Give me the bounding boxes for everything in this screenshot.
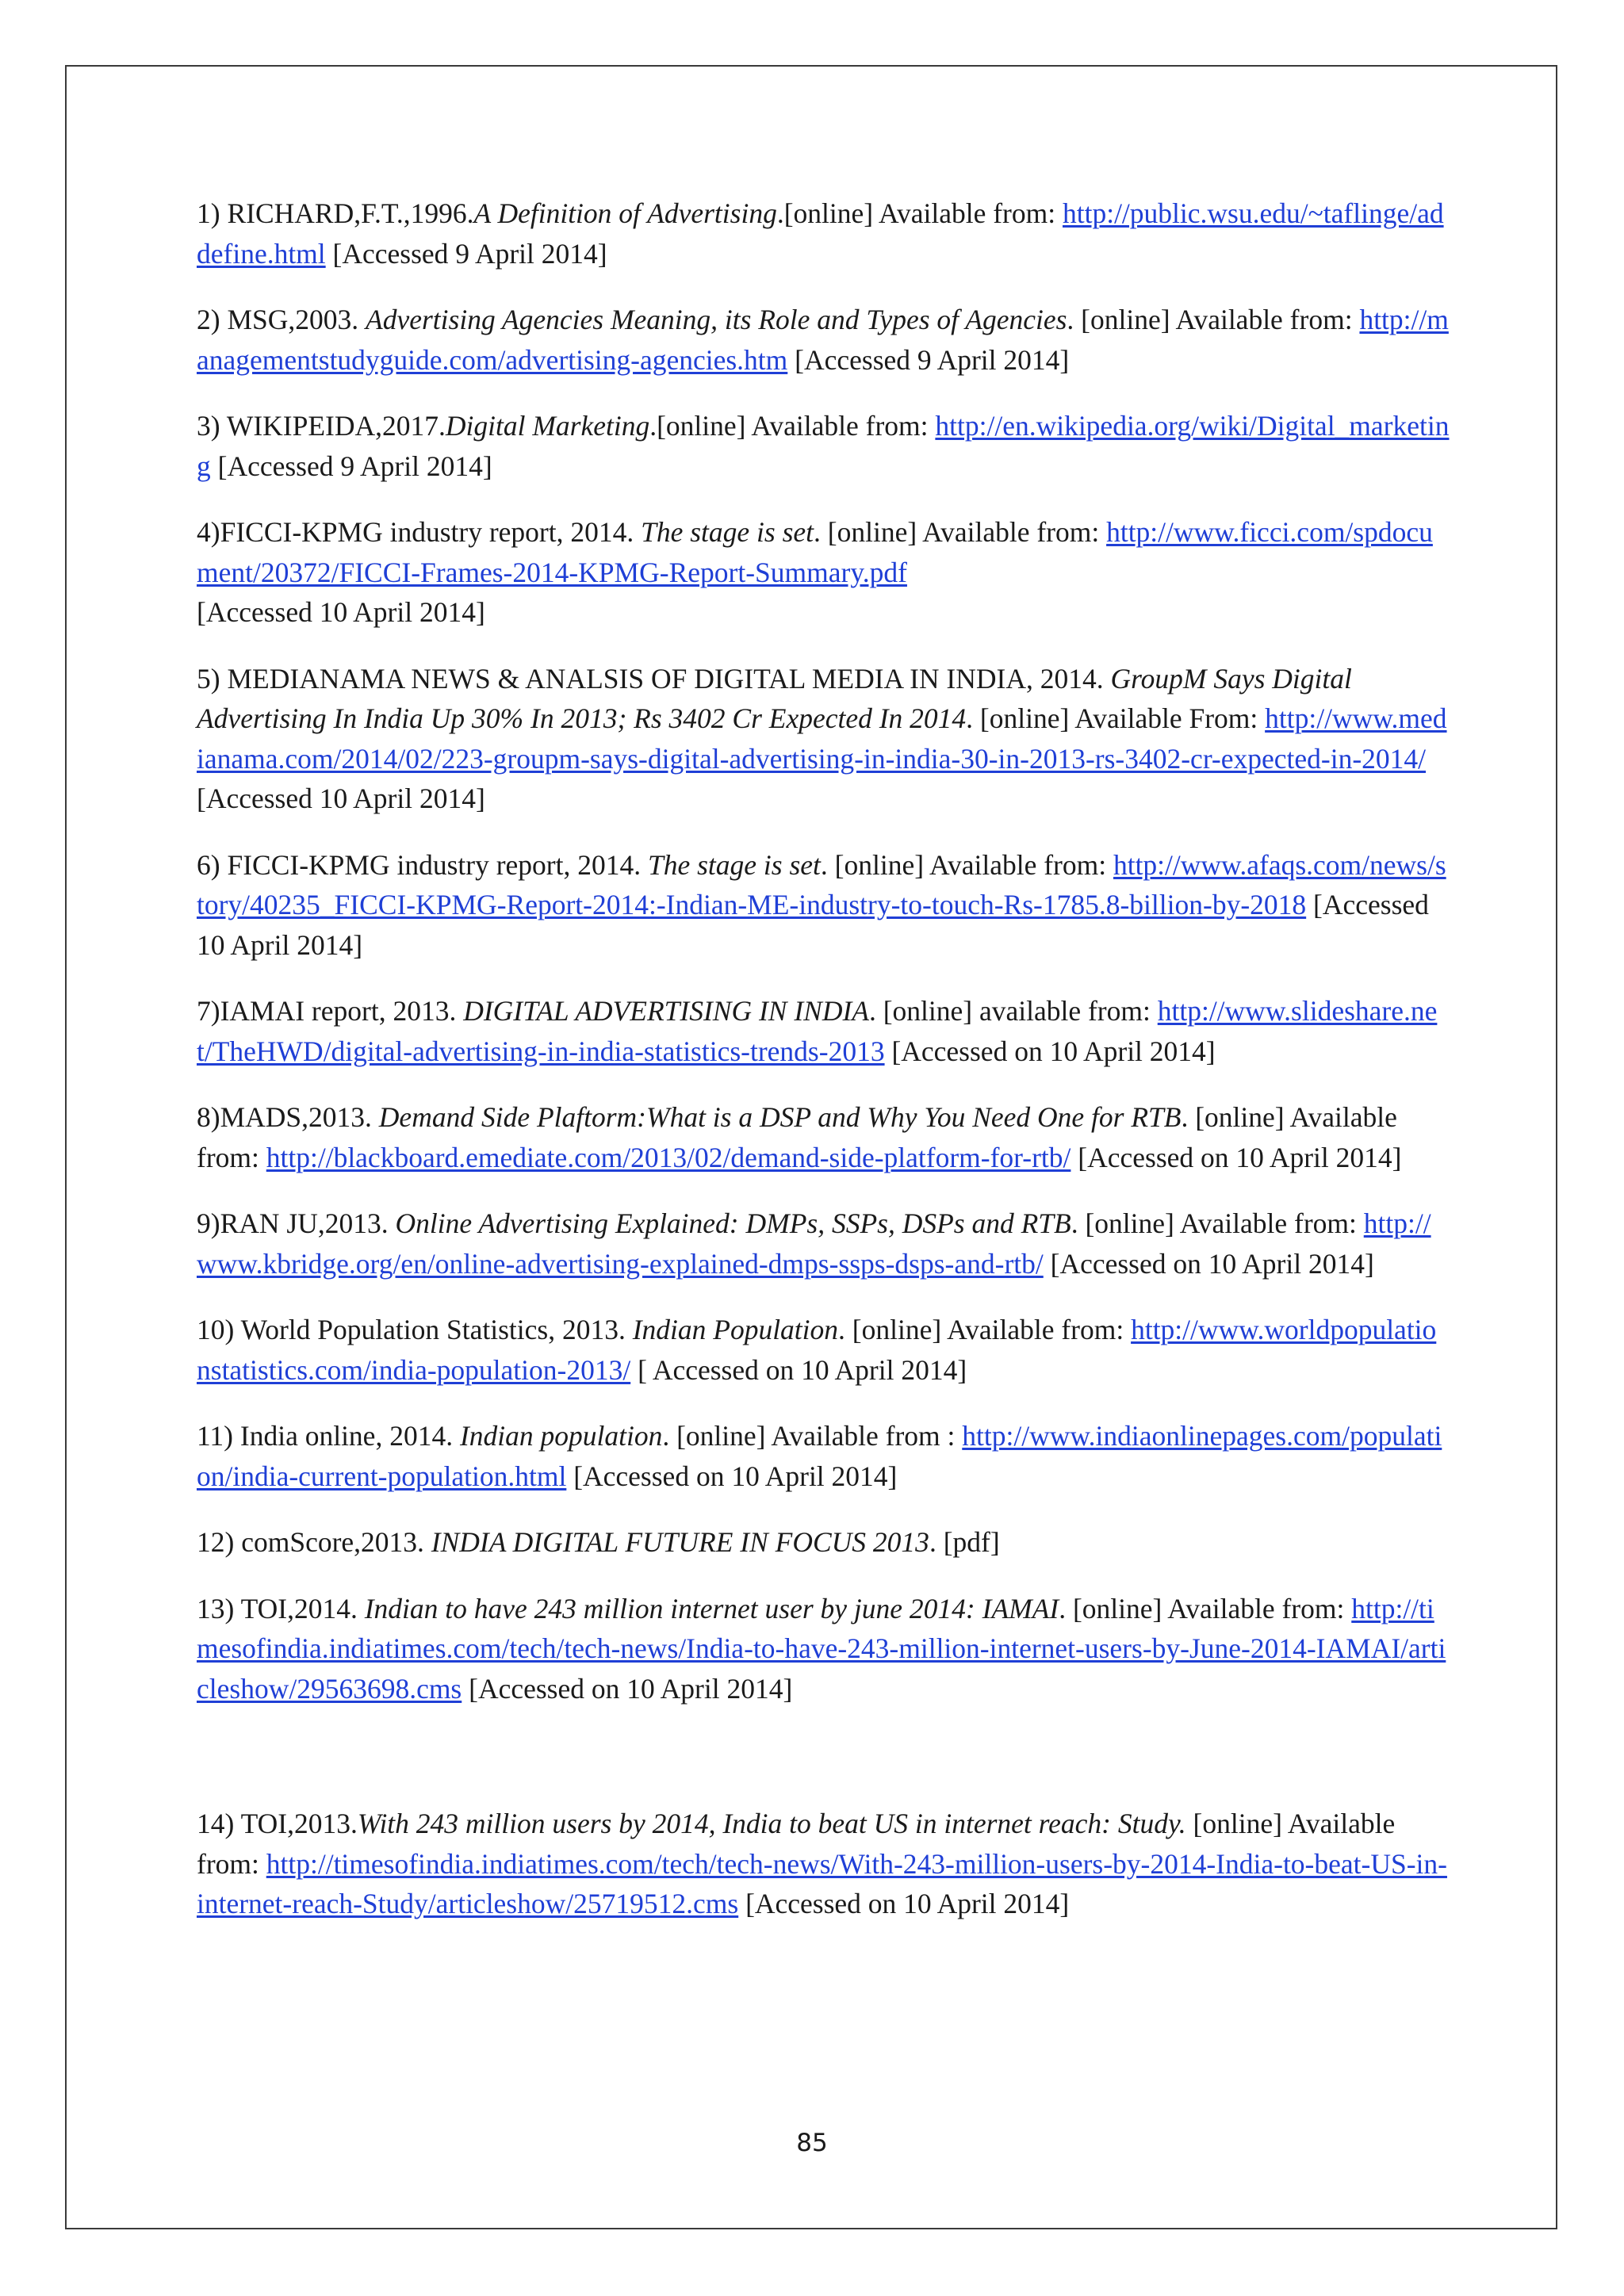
reference-accessed: [Accessed 10 April 2014] <box>197 596 485 628</box>
reference-source: .[online] Available from: <box>776 197 1063 229</box>
reference-link[interactable]: http://www.kbridge.org/en/online-advertising-explained-dmps-ssps-dsps-and-rtb/ <box>197 1207 1431 1280</box>
reference-source: . [online] available from: <box>868 995 1158 1027</box>
reference-item <box>197 406 1450 486</box>
reference-link[interactable]: http://managementstudyguide.com/advertising-agencies.htm <box>197 304 1449 376</box>
reference-title: DIGITAL ADVERTISING IN INDIA <box>463 995 869 1027</box>
reference-author: WIKIPEIDA,2017. <box>226 410 446 442</box>
reference-number: 10) <box>197 1314 241 1345</box>
reference-number: 9) <box>197 1207 220 1239</box>
reference-author: India online, 2014. <box>239 1420 460 1452</box>
reference-accessed: [Accessed on 10 April 2014] <box>738 1888 1070 1919</box>
reference-author: World Population Statistics, 2013. <box>240 1314 633 1345</box>
reference-title: With 243 million users by 2014, India to beat US in internet reach: Study. <box>357 1808 1186 1839</box>
reference-accessed: [Accessed 10 April 2014] <box>197 889 1429 961</box>
reference-source: [online] Available from: <box>197 1808 1396 1880</box>
reference-accessed: [Accessed 9 April 2014] <box>325 237 607 270</box>
reference-title: Advertising Agencies Meaning, its Role and Types of Agencies <box>366 304 1067 335</box>
reference-number: 14) <box>197 1808 241 1839</box>
reference-source: . [online] Available from: <box>197 1101 1397 1173</box>
reference-number: 11) <box>197 1420 240 1452</box>
reference-link[interactable]: http://www.worldpopulationstatistics.com/india-population-2013/ <box>197 1314 1437 1386</box>
reference-source: . [online] Available from : <box>662 1420 963 1452</box>
reference-author: MEDIANAMA NEWS & ANALSIS OF DIGITAL MEDIA IN INDIA, 2014. <box>227 662 1111 695</box>
reference-accessed: [Accessed on 10 April 2014] <box>1071 1141 1402 1173</box>
reference-item <box>197 512 1450 633</box>
reference-accessed: [Accessed on 10 April 2014] <box>566 1460 898 1492</box>
reference-accessed: [ Accessed on 10 April 2014] <box>630 1353 967 1386</box>
reference-accessed: [Accessed 10 April 2014] <box>197 783 485 814</box>
reference-title: The stage is set <box>647 848 821 881</box>
reference-author: MSG,2003. <box>227 304 366 335</box>
reference-source: . [online] Available from: <box>838 1314 1132 1345</box>
reference-author: RICHARD,F.T.,1996. <box>227 197 474 229</box>
reference-number: 7) <box>197 995 220 1027</box>
reference-accessed: [Accessed 9 April 2014] <box>210 450 492 482</box>
reference-number: 4) <box>197 516 220 548</box>
reference-item <box>197 1416 1450 1496</box>
reference-author: IAMAI report, 2013. <box>220 995 464 1027</box>
reference-number: 12) <box>197 1526 242 1558</box>
reference-title: GroupM Says Digital Advertising In India Up 30% In 2013; Rs 3402 Cr Expected In 2014 <box>197 662 1352 734</box>
reference-author: TOI,2013. <box>240 1808 358 1839</box>
reference-link[interactable]: http://www.medianama.com/2014/02/223-groupm-says-digital-advertising-in-india-30-in-2013-rs-3402-cr-expected-in-2014/ <box>197 702 1447 775</box>
reference-author: TOI,2014. <box>240 1592 365 1624</box>
reference-title: Digital Marketing <box>445 410 650 442</box>
reference-link[interactable]: http://blackboard.emediate.com/2013/02/demand-side-platform-for-rtb/ <box>266 1141 1071 1173</box>
reference-link[interactable]: http://www.ficci.com/spdocument/20372/FICCI-Frames-2014-KPMG-Report-Summary.pdf <box>197 516 1433 588</box>
reference-item <box>197 659 1450 819</box>
reference-title: Indian to have 243 million internet user by june 2014: IAMAI <box>364 1592 1059 1624</box>
reference-source: . [online] Available from: <box>814 516 1107 548</box>
reference-item <box>197 300 1450 380</box>
reference-link[interactable]: http://www.indiaonlinepages.com/population/india-current-population.html <box>197 1420 1442 1492</box>
reference-title: Indian population <box>459 1420 663 1452</box>
reference-source: .[online] Available from: <box>649 410 936 442</box>
reference-title: Demand Side Plaftorm:What is a DSP and Why You Need One for RTB <box>378 1101 1182 1133</box>
reference-number: 8) <box>197 1101 220 1133</box>
reference-accessed: [Accessed on 10 April 2014] <box>1043 1247 1374 1280</box>
reference-accessed: [Accessed 9 April 2014] <box>787 343 1070 376</box>
reference-source: . [online] Available from: <box>1059 1592 1352 1624</box>
reference-number: 13) <box>197 1592 241 1624</box>
reference-title: The stage is set <box>641 516 814 548</box>
reference-title: Indian Population <box>632 1314 839 1345</box>
reference-item <box>197 991 1450 1071</box>
reference-source: . [online] Available From: <box>966 702 1266 734</box>
reference-item <box>197 1522 1450 1563</box>
reference-number: 1) <box>197 197 228 229</box>
reference-source: . [online] Available from: <box>1071 1207 1364 1239</box>
reference-number: 2) <box>197 304 228 335</box>
page-number: 85 <box>796 2129 828 2157</box>
reference-title: A Definition of Advertising <box>473 197 777 229</box>
reference-author: FICCI-KPMG industry report, 2014. <box>220 516 642 548</box>
reference-number: 3) <box>197 410 227 442</box>
reference-item <box>197 1203 1450 1284</box>
reference-author: MADS,2013. <box>220 1101 379 1133</box>
reference-link[interactable]: http://timesofindia.indiatimes.com/tech/tech-news/With-243-million-users-by-2014-India-to-beat-US-in-internet-reach-Study/articleshow/25719512.cms <box>197 1847 1447 1919</box>
reference-accessed: [Accessed on 10 April 2014] <box>884 1035 1216 1067</box>
reference-number: 6) <box>197 848 228 881</box>
reference-link[interactable]: http://www.slideshare.net/TheHWD/digital-advertising-in-india-statistics-trends-2013 <box>197 995 1438 1067</box>
reference-item <box>197 845 1450 966</box>
reference-title: Online Advertising Explained: DMPs, SSPs, DSPs and RTB <box>395 1207 1071 1239</box>
reference-item <box>197 193 1450 274</box>
reference-item <box>197 1804 1450 1924</box>
reference-link[interactable]: http://timesofindia.indiatimes.com/tech/tech-news/India-to-have-243-million-internet-users-by-June-2014-IAMAI/articleshow/29563698.cms <box>197 1592 1446 1705</box>
reference-link[interactable]: http://en.wikipedia.org/wiki/Digital_marketing <box>197 410 1450 482</box>
reference-source: . [online] Available from: <box>1067 304 1360 335</box>
reference-accessed: [Accessed on 10 April 2014] <box>462 1672 793 1705</box>
reference-source: . [online] Available from: <box>820 848 1113 881</box>
reference-link[interactable]: http://www.afaqs.com/news/story/40235_FICCI-KPMG-Report-2014:-Indian-ME-industry-to-touch-Rs-1785.8-billion-by-2018 <box>197 848 1446 920</box>
reference-author: comScore,2013. <box>241 1526 431 1558</box>
reference-list <box>197 193 1450 1950</box>
reference-number: 5) <box>197 662 228 695</box>
reference-item <box>197 1589 1450 1709</box>
reference-author: RAN JU,2013. <box>220 1207 396 1239</box>
reference-link[interactable]: http://public.wsu.edu/~taflinge/addefine.html <box>197 197 1444 270</box>
reference-item <box>197 1310 1450 1390</box>
reference-author: FICCI-KPMG industry report, 2014. <box>227 848 648 881</box>
reference-item <box>197 1097 1450 1177</box>
reference-source: . [pdf] <box>929 1526 1000 1558</box>
reference-title: INDIA DIGITAL FUTURE IN FOCUS 2013 <box>431 1526 929 1558</box>
